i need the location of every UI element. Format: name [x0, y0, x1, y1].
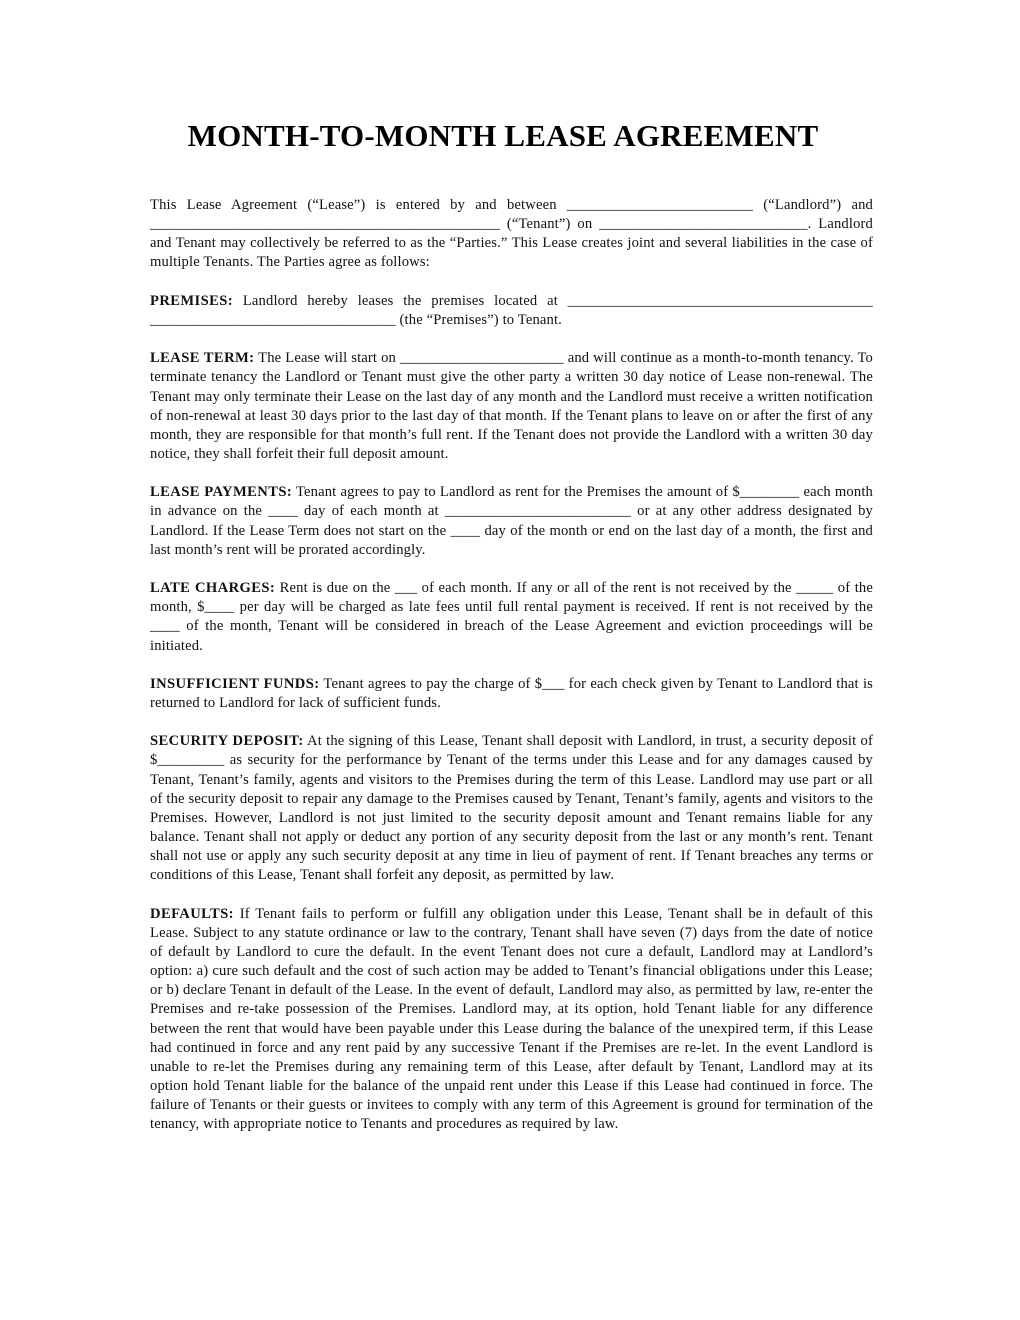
lease-term-heading: LEASE TERM:: [150, 350, 255, 367]
defaults-heading: DEFAULTS:: [150, 905, 234, 922]
lease-payments-text: Tenant agrees to pay to Landlord as rent for the Premises the amount of $________ each month in advance on the ____ day of each month at _________________________ or at any other address designated by Landlord. If the Lease Term does not start on the ____ day of the month or end on the last day of a month, the first and last month’s rent will be prorated accordingly.: [150, 484, 873, 558]
late-charges-section: [150, 579, 873, 656]
intro-text: This Lease Agreement (“Lease”) is entered by and between _________________________ (“Landlord”) and _______________________________________________ (“Tenant”) on ____________________________. Landlord and Tenant may collectively be referred to as the “Parties.” This Lease creates joint and several liabilities in the case of multiple Tenants. The Parties agree as follows:: [150, 197, 873, 271]
premises-heading: PREMISES:: [150, 292, 234, 309]
document-body: [150, 196, 873, 1154]
lease-term-section: [150, 349, 873, 464]
lease-payments-heading: LEASE PAYMENTS:: [150, 484, 293, 501]
late-charges-text: Rent is due on the ___ of each month. If any or all of the rent is not received by the _____ of the month, $____ per day will be charged as late fees until full rental payment is received. If rent is not received by the ____ of the month, Tenant will be considered in breach of the Lease Agreement and eviction proceedings will be initiated.: [150, 580, 873, 654]
lease-payments-section: [150, 483, 873, 560]
intro-paragraph: [150, 196, 873, 273]
insufficient-funds-section: [150, 675, 873, 713]
defaults-text: If Tenant fails to perform or fulfill any obligation under this Lease, Tenant shall be in default of this Lease. Subject to any statute ordinance or law to the contrary, Tenant shall have seven (7) days from the date of notice of default by Landlord to cure the default. In the event Tenant does not cure a default, Landlord may at Landlord’s option: a) cure such default and the cost of such action may be added to Tenant’s financial obligations under this Lease; or b) declare Tenant in default of the Lease. In the event of default, Landlord may also, as permitted by law, re-enter the Premises and re-take possession of the Premises. Landlord may, at its option, hold Tenant liable for any difference between the rent that would have been payable under this Lease during the balance of the unexpired term, if this Lease had continued in force and any rent paid by any successive Tenant if the Premises are re-let. In the event Landlord is unable to re-let the Premises during any remaining term of this Lease, after default by Tenant, Landlord may at its option hold Tenant liable for the balance of the unpaid rent under this Lease if this Lease had continued in force. The failure of Tenants or their guests or invitees to comply with any term of this Agreement is ground for termination of the tenancy, with appropriate notice to Tenants and procedures as required by law.: [150, 905, 873, 1133]
document-title: MONTH-TO-MONTH LEASE AGREEMENT: [187, 118, 819, 153]
security-deposit-section: [150, 732, 873, 885]
insufficient-funds-text: Tenant agrees to pay the charge of $___ for each check given by Tenant to Landlord that is returned to Landlord for lack of sufficient funds.: [150, 675, 873, 711]
premises-section: [150, 292, 873, 330]
security-deposit-heading: SECURITY DEPOSIT:: [150, 733, 304, 750]
insufficient-funds-heading: INSUFFICIENT FUNDS:: [150, 675, 320, 692]
lease-term-text: The Lease will start on ______________________ and will continue as a month-to-month tenancy. To terminate tenancy the Landlord or Tenant must give the other party a written 30 day notice of Lease non-renewal. The Tenant may only terminate their Lease on the last day of any month and the Landlord must receive a written notification of non-renewal at least 30 days prior to the last day of that month. If the Tenant plans to leave on or after the first of any month, they are responsible for that month’s full rent. If the Tenant does not provide the Landlord with a written 30 day notice, they shall forfeit their full deposit amount.: [150, 350, 874, 462]
premises-text: Landlord hereby leases the premises located at _________________________________________ _________________________________ (the “Premises”) to Tenant.: [150, 292, 873, 328]
security-deposit-text: At the signing of this Lease, Tenant shall deposit with Landlord, in trust, a security deposit of $_________ as security for the performance by Tenant of the terms under this Lease and for any damages caused by Tenant, Tenant’s family, agents and visitors to the Premises during the term of this Lease. Landlord may use part or all of the security deposit to repair any damage to the Premises caused by Tenant, Tenant’s family, agents and visitors to the Premises. However, Landlord is not just limited to the security deposit amount and Tenant remains liable for any balance. Tenant shall not apply or deduct any portion of any security deposit from the last or any month’s rent. Tenant shall not use or apply any such security deposit at any time in lieu of payment of rent. If Tenant breaches any terms or conditions of this Lease, Tenant shall forfeit any deposit, as permitted by law.: [150, 733, 874, 884]
late-charges-heading: LATE CHARGES:: [150, 580, 276, 597]
defaults-section: [150, 905, 873, 1135]
